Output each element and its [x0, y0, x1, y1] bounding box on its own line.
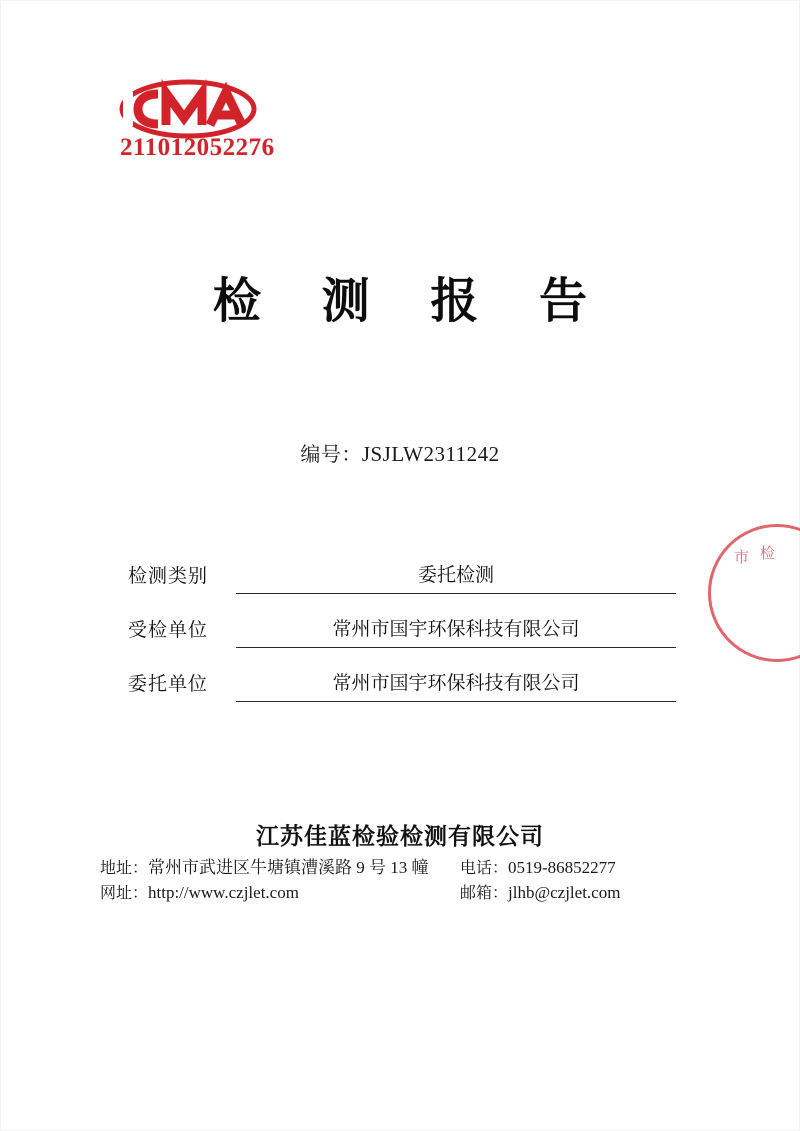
- cma-mark-block: [118, 78, 318, 162]
- field-list: [128, 540, 676, 702]
- website-value[interactable]: http://www.czjlet.com: [148, 883, 299, 902]
- address-label: 地址：: [100, 858, 149, 877]
- field-value-category: 委托检测: [236, 564, 676, 594]
- seal-text-line1: 市: [732, 549, 750, 565]
- cma-logo-icon: [118, 78, 258, 140]
- page-title: 检 测 报 告: [212, 273, 610, 329]
- contact-row-address: [100, 855, 700, 880]
- address-cell: [100, 855, 430, 880]
- email-cell: [460, 880, 700, 905]
- field-label-category: 检测类别: [128, 565, 209, 587]
- phone-label: 电话：: [460, 858, 509, 877]
- email-value[interactable]: jlhb@czjlet.com: [508, 883, 621, 902]
- report-number-value: JSJLW2311242: [361, 442, 500, 466]
- report-number: [0, 438, 800, 467]
- phone-cell: [460, 855, 700, 880]
- official-seal: [708, 524, 800, 662]
- field-value-inspected-unit: 常州市国宇环保科技有限公司: [236, 618, 676, 648]
- field-row: [128, 594, 676, 648]
- address-value: 常州市武进区牛塘镇漕溪路 9 号 13 幢: [148, 858, 429, 877]
- field-value-client-unit: 常州市国宇环保科技有限公司: [236, 672, 676, 702]
- field-label-client-unit: 委托单位: [128, 673, 209, 695]
- phone-value: 0519-86852277: [508, 858, 616, 877]
- contact-block: [100, 855, 700, 905]
- website-label: 网址：: [100, 883, 149, 902]
- field-row: [128, 540, 676, 594]
- cma-certificate-number: 211012052276: [120, 134, 275, 161]
- seal-text-line2: 检: [758, 545, 776, 561]
- report-number-label: 编号：: [300, 442, 362, 466]
- company-name: 江苏佳蓝检验检测有限公司: [256, 824, 544, 850]
- field-label-inspected-unit: 受检单位: [128, 619, 209, 641]
- email-label: 邮箱：: [460, 883, 509, 902]
- field-row: [128, 648, 676, 702]
- contact-row-web: [100, 880, 700, 905]
- website-cell: [100, 880, 430, 905]
